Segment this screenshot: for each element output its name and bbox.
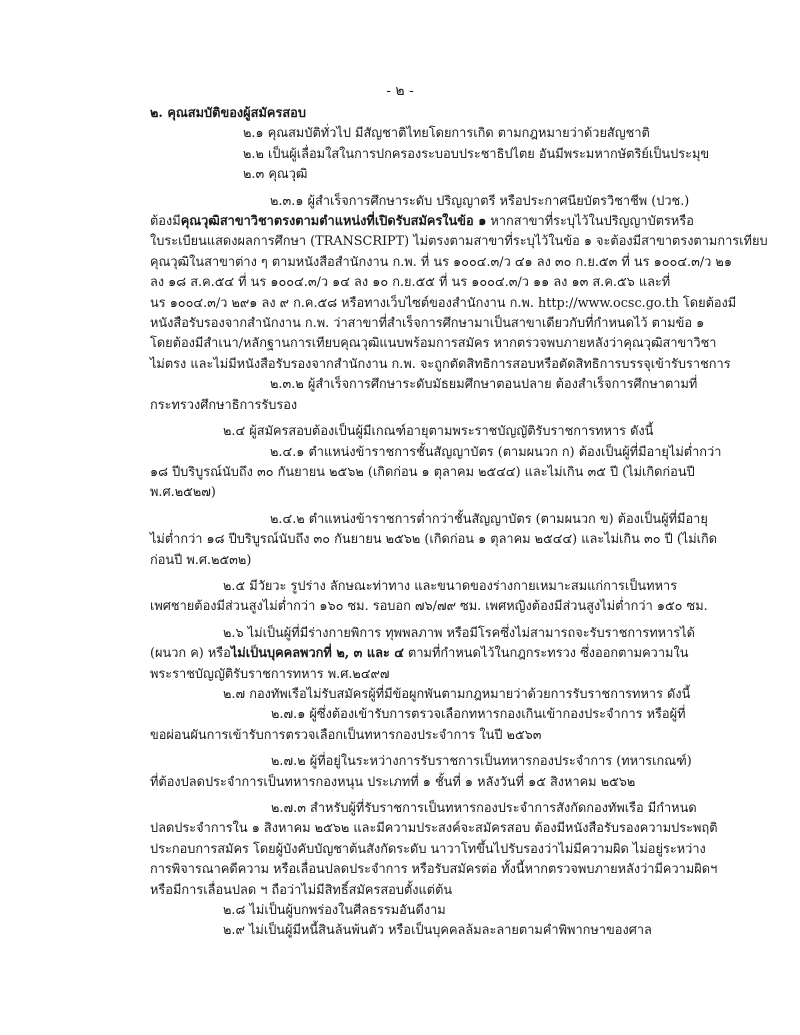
text-line: ขอผ่อนผันการเข้ารับการตรวจเลือกเป็นทหารกองประจำการ ในปี ๒๕๖๓: [150, 727, 542, 743]
text-line: ปลดประจำการใน ๑ สิงหาคม ๒๕๖๒ และมีความประสงค์จะสมัครสอบ ต้องมีหนังสือรับรองความประพฤติ: [150, 821, 718, 837]
section-heading: ๒. คุณสมบัติของผู้สมัครสอบ: [150, 106, 306, 121]
text-line: ๒.๓ คุณวุฒิ: [243, 167, 308, 183]
text-line: นร ๑๐๐๔.๓/ว ๒๙๑ ลง ๙ ก.ค.๕๘ หรือทางเว็บไซต์ของสำนักงาน ก.พ. http://www.ocsc.go.th โดยต้องมี: [150, 295, 737, 311]
text-line: ลง ๑๘ ส.ค.๕๔ ที่ นร ๑๐๐๔.๓/ว ๑๔ ลง ๑๐ ก.ย.๕๕ ที่ นร ๑๐๐๔.๓/ว ๑๑ ลง ๑๓ ส.ค.๕๖ และที่: [150, 275, 671, 291]
text-line: [150, 212, 694, 232]
document-body: [150, 104, 768, 942]
page-number: - ๒ -: [386, 83, 414, 99]
text-line: ๒.๗.๒ ผู้ที่อยู่ในระหว่างการรับราชการเป็นทหารกองประจำการ (ทหารเกณฑ์): [271, 754, 692, 770]
text-line: ๒.๑ คุณสมบัติทั่วไป มีสัญชาติไทยโดยการเกิด ตามกฎหมายว่าด้วยสัญชาติ: [243, 126, 650, 142]
text-line: ๑๘ ปีบริบูรณ์นับถึง ๓๐ กันยายน ๒๕๖๒ (เกิดก่อน ๑ ตุลาคม ๒๕๔๔) และไม่เกิน ๓๕ ปี (ไม่เกิดก่อนปี: [150, 464, 695, 480]
text-line: โดยต้องมีสำเนา/หลักฐานการเทียบคุณวุฒิแนบพร้อมการสมัคร หากตรวจพบภายหลังว่าคุณวุฒิสาขาวิชา: [150, 336, 717, 352]
text-line: ๒.๔ ผู้สมัครสอบต้องเป็นผู้มีเกณฑ์อายุตามพระราชบัญญัติรับราชการทหาร ดังนี้: [223, 424, 654, 440]
text-line: ก่อนปี พ.ศ.๒๕๓๒): [150, 552, 252, 568]
text-line: ๒.๒ เป็นผู้เลื่อมใสในการปกครองระบอบประชาธิปไตย อันมีพระมหากษัตริย์เป็นประมุข: [243, 146, 710, 162]
text-line: ๒.๗.๑ ผู้ซึ่งต้องเข้ารับการตรวจเลือกทหารกองเกินเข้ากองประจำการ หรือผู้ที่: [271, 707, 686, 723]
text-line: พระราชบัญญัติรับราชการทหาร พ.ศ.๒๔๙๗: [150, 666, 390, 682]
text-line: คุณวุฒิในสาขาต่าง ๆ ตามหนังสือสำนักงาน ก.พ. ที่ นร ๑๐๐๔.๓/ว ๔๑ ลง ๓๐ ก.ย.๕๓ ที่ นร ๑๐๐๔.๓/ว ๒๑: [150, 254, 732, 270]
text-line: ๒.๘ ไม่เป็นผู้บกพร่องในศีลธรรมอันดีงาม: [223, 903, 446, 919]
text-line: ๒.๓.๒ ผู้สำเร็จการศึกษาระดับมัธยมศึกษาตอนปลาย ต้องสำเร็จการศึกษาตามที่: [270, 377, 698, 393]
text-line: ที่ต้องปลดประจำการเป็นทหารกองหนุน ประเภทที่ ๑ ชั้นที่ ๑ หลังวันที่ ๑๕ สิงหาคม ๒๕๖๒: [150, 774, 636, 790]
text-line: การพิจารณาคดีความ หรือเลื่อนปลดประจำการ หรือรับสมัครต่อ ทั้งนี้หากตรวจพบภายหลังว่ามีความผิดฯ: [150, 862, 718, 878]
text-line: ๒.๙ ไม่เป็นผู้มีหนี้สินล้นพ้นตัว หรือเป็นบุคคลล้มละลายตามคำพิพากษาของศาล: [223, 923, 652, 939]
text-line: กระทรวงศึกษาธิการรับรอง: [150, 397, 298, 413]
text-line: ๒.๕ มีวัยวะ รูปร่าง ลักษณะท่าทาง และขนาดของร่างกายเหมาะสมแก่การเป็นทหาร: [223, 578, 678, 594]
text-run: (ผนวก ค) หรือ: [150, 646, 231, 662]
text-line: ๒.๔.๑ ตำแหน่งข้าราชการชั้นสัญญาบัตร (ตามผนวก ก) ต้องเป็นผู้ที่มีอายุไม่ต่ำกว่า: [270, 444, 722, 460]
text-run: ตามที่กำหนดไว้ในกฎกระทรวง ซึ่งออกตามความใน: [403, 646, 689, 662]
text-line: ๒.๗.๓ สำหรับผู้ที่รับราชการเป็นทหารกองประจำการสังกัดกองทัพเรือ มีกำหนด: [271, 801, 697, 816]
text-line: ประกอบการสมัคร โดยผู้บังคับบัญชาต้นสังกัดระดับ นาวาโทขึ้นไปรับรองว่าไม่มีความผิด ไม่อยู่ระหว่าง: [150, 841, 706, 857]
text-line: พ.ศ.๒๕๒๗): [150, 485, 216, 501]
text-line: หนังสือรับรองจากสำนักงาน ก.พ. ว่าสาขาที่สำเร็จการศึกษามาเป็นสาขาเดียวกับที่กำหนดไว้ ตามข้อ ๑: [150, 316, 705, 332]
text-line: หรือมีการเลื่อนปลด ฯ ถือว่าไม่มีสิทธิ์สมัครสอบตั้งแต่ต้น: [150, 882, 453, 898]
text-line: ไม่ต่ำกว่า ๑๘ ปีบริบูรณ์นับถึง ๓๐ กันยายน ๒๕๖๒ (เกิดก่อน ๑ ตุลาคม ๒๕๔๔) และไม่เกิน ๓๐ ปี (ไม่เกิด: [150, 532, 718, 548]
text-run: ต้องมี: [150, 214, 181, 230]
bold-text-run: ไม่เป็นบุคคลพวกที่ ๒, ๓ และ ๔: [230, 646, 404, 662]
text-line: เพศชายต้องมีส่วนสูงไม่ต่ำกว่า ๑๖๐ ซม. รอบอก ๗๖/๗๙ ซม. เพศหญิงต้องมีส่วนสูงไม่ต่ำกว่า ๑๕๐ ซม.: [150, 599, 708, 615]
text-line: [150, 644, 689, 664]
bold-text-run: คุณวุฒิสาขาวิชาตรงตามตำแหน่งที่เปิดรับสมัครในข้อ ๑: [180, 214, 487, 230]
text-line: ๒.๗ กองทัพเรือไม่รับสมัครผู้ที่มีข้อผูกพันตามกฎหมายว่าด้วยการรับราชการทหาร ดังนี้: [223, 686, 691, 702]
text-run: หากสาขาที่ระบุไว้ในปริญญาบัตรหรือ: [486, 214, 694, 230]
text-line: ๒.๔.๒ ตำแหน่งข้าราชการต่ำกว่าชั้นสัญญาบัตร (ตามผนวก ข) ต้องเป็นผู้ที่มีอายุ: [270, 511, 708, 527]
text-line: ใบระเบียนแสดงผลการศึกษา (TRANSCRIPT) ไม่ตรงตามสาขาที่ระบุไว้ในข้อ ๑ จะต้องมีสาขาตรงตามการเทียบ: [150, 234, 768, 250]
text-line: ๒.๓.๑ ผู้สำเร็จการศึกษาระดับ ปริญญาตรี หรือประกาศนียบัตรวิชาชีพ (ปวช.): [270, 193, 690, 209]
text-line: ไม่ตรง และไม่มีหนังสือรับรองจากสำนักงาน ก.พ. จะถูกตัดสิทธิการสอบหรือตัดสิทธิการบรรจุเข้ารับราชการ: [150, 356, 731, 372]
text-line: ๒.๖ ไม่เป็นผู้ที่มีร่างกายพิการ ทุพพลภาพ หรือมีโรคซึ่งไม่สามารถจะรับราชการทหารได้: [223, 625, 695, 641]
